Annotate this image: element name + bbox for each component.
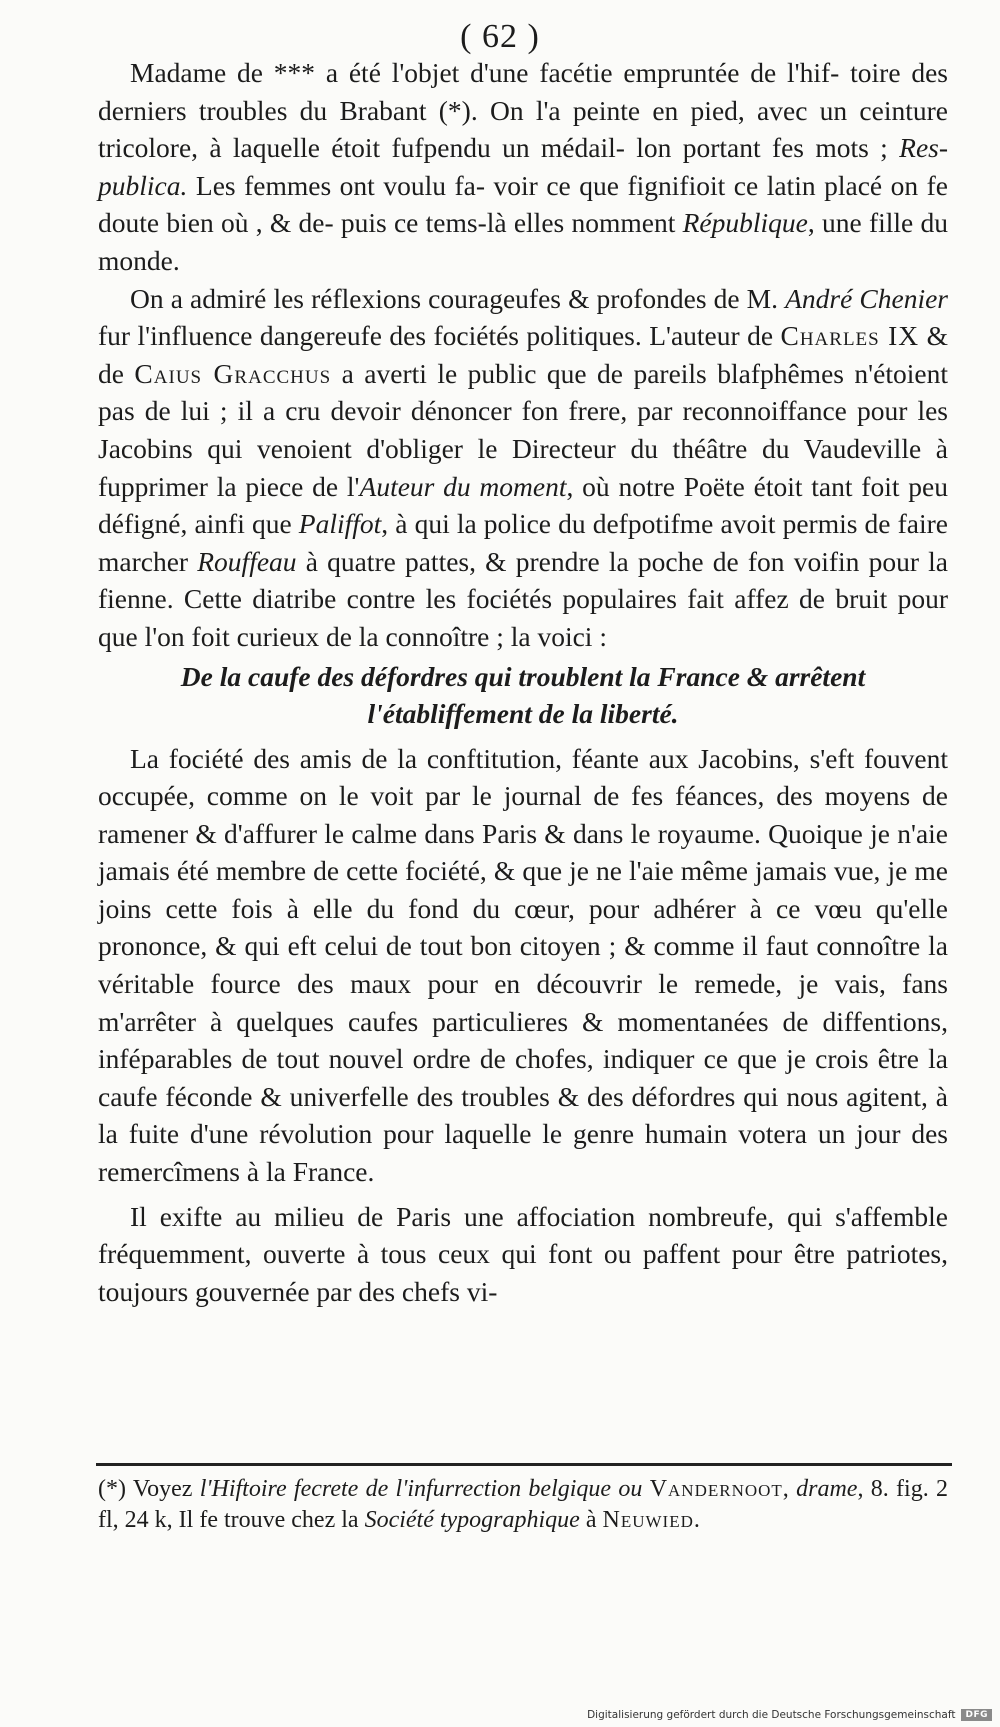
paragraph-2 bbox=[98, 280, 948, 656]
p1-line-4b: Les femmes ont voulu fa- bbox=[187, 169, 486, 201]
fn-drame: drame bbox=[796, 1476, 858, 1502]
paragraph-4: Il exifte au milieu de Paris une affociation nombreufe, qui s'affemble fréquemment, ouverte à tous ceux qui font ou paffent pour être patriotes, toujours gouvernée par des chefs vi- bbox=[98, 1200, 948, 1307]
p2-text-b: fur l'influence dangereufe des fociétés politiques. bbox=[98, 320, 642, 352]
p2-text-g: , à qui la police du defpotifme avoit permis de faire marcher bbox=[98, 508, 948, 577]
charles-ix-title: Charles IX bbox=[780, 320, 920, 352]
p1-line-2: toire des derniers troubles du Brabant (*). On l'a peinte en pied, bbox=[98, 57, 949, 126]
andre-chenier-name: André Chenier bbox=[785, 282, 948, 314]
p2-text-d: & de bbox=[98, 320, 948, 389]
fn-b bbox=[642, 1476, 649, 1502]
p1-line-5: voir ce que fignifioit ce latin placé on fe doute bien où , & de- bbox=[98, 169, 948, 239]
p2-text-h: à quatre pattes, & prendre la poche de fon voifin pour la fienne. Cette diatribe contre les fociétés populaires fait affez de bruit pour que l'on foit curieux de la connoître ; la voici : bbox=[98, 545, 948, 652]
p2-text-e: a averti le public que de pareils blafphêmes n'étoient pas de lui ; il a cru devoir dénoncer fon frere, par reconnoiffance pour les Jacobins qui venoient d'obliger le Directeur du théâtre du Vaudeville à fupprimer la piece de l' bbox=[98, 357, 948, 502]
p1-line-6b: , une fille du monde. bbox=[98, 207, 949, 276]
section-heading bbox=[98, 658, 948, 732]
res-publica-term: Res-publica. bbox=[98, 132, 949, 201]
fn-vandernoot: Vandernoot bbox=[649, 1476, 783, 1502]
fn-e: à bbox=[579, 1507, 603, 1533]
rousseau-name: Rouffeau bbox=[197, 545, 297, 577]
palissot-name: Paliffot bbox=[298, 508, 382, 540]
fn-d: , 8. fig. 2 fl, 24 k, Il fe trouve chez la bbox=[98, 1476, 949, 1533]
fn-neuwied: Neuwied bbox=[602, 1507, 694, 1533]
p1-line-3: avec un ceinture tricolore, à laquelle étoit fufpendu un médail- bbox=[98, 94, 948, 164]
auteur-du-moment-title: Auteur du moment bbox=[359, 470, 567, 502]
main-text bbox=[98, 54, 948, 1310]
fn-a: (*) Voyez bbox=[98, 1476, 200, 1502]
paragraph-3: La fociété des amis de la conftitution, féante aux Jacobins, s'eft fouvent occupée, comme on le voit par le journal de fes féances, des moyens de ramener & d'affurer le calme dans Paris & dans le royaume. Quoique je n'aie jamais été membre de cette fociété, & que je ne l'aie même jamais vue, je me joins cette fois à elle du fond du cœur, pour adhérer à ce vœu qu'elle prononce, & qui eft celui de tout bon citoyen ; & comme il faut connoître la véritable fource des maux pour en découvrir le remede, je vais, fans m'arrêter à quelques caufes particulieres & momentanées de diffentions, inféparables de tout nouvel ordre de chofes, indiquer ce que je crois être la caufe féconde & univerfelle des troubles & des défordres qui nous agitent, à la fuite d'une révolution pour laquelle le genre humain votera un jour des remercîmens à la France. bbox=[98, 742, 948, 1188]
republique-term: République bbox=[682, 207, 808, 239]
caius-gracchus-title: Caius Gracchus bbox=[134, 357, 332, 389]
fn-c: , bbox=[782, 1476, 797, 1502]
p1-line-4: lon portant fes mots ; bbox=[636, 132, 900, 164]
p1-line-1: Madame de *** a été l'objet d'une facétie empruntée de l'hif- bbox=[130, 57, 840, 88]
p1-line-6: puis ce tems-là elles nomment bbox=[340, 207, 683, 239]
p2-text-a: On a admiré les réflexions courageufes & profondes de M. bbox=[130, 282, 778, 314]
fn-societe: Société typographique bbox=[364, 1507, 580, 1533]
digitization-credit bbox=[587, 1709, 992, 1721]
p2-text-f: , où notre Poëte étoit tant foit peu défigné, ainfi que bbox=[98, 470, 948, 540]
paragraph-1 bbox=[98, 54, 948, 280]
footnote-text bbox=[98, 1474, 948, 1536]
page-number: ( 62 ) bbox=[460, 18, 540, 55]
heading-line-1: De la caufe des défordres qui troublent la France & arrêtent bbox=[180, 660, 866, 692]
dfg-logo-icon: DFG bbox=[961, 1709, 992, 1721]
fn-f: . bbox=[693, 1507, 700, 1533]
p2-text-c: L'auteur de bbox=[649, 320, 781, 352]
credit-text: Digitalisierung gefördert durch die Deutsche Forschungsgemeinschaft bbox=[587, 1709, 956, 1721]
heading-line-2: l'établiffement de la liberté. bbox=[367, 697, 679, 729]
footnote bbox=[98, 1474, 948, 1536]
footnote-rule bbox=[96, 1463, 952, 1466]
fn-book-title: l'Hiftoire fecrete de l'infurrection belgique ou bbox=[199, 1476, 643, 1502]
